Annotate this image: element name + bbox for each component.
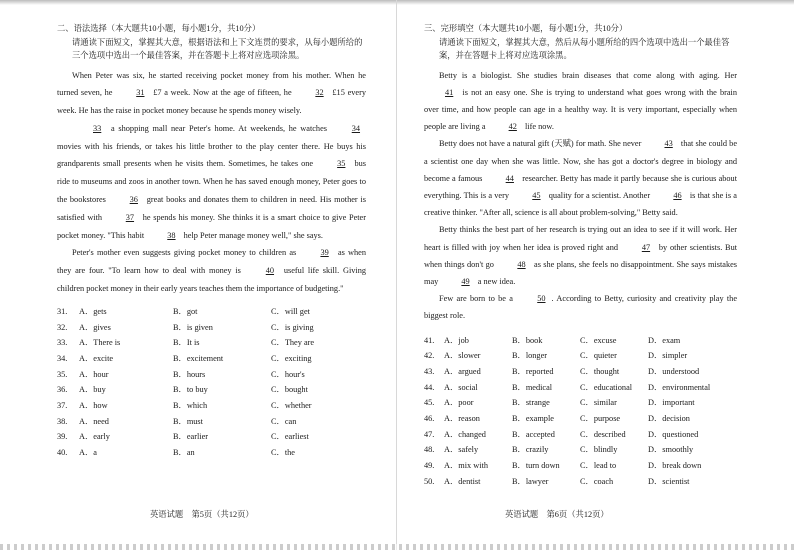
page-footer: 英语试题 第5页（共12页） — [150, 510, 254, 519]
blank-41: 41 — [445, 87, 454, 97]
blank-39: 39 — [320, 248, 329, 258]
blank-47: 47 — [641, 242, 651, 252]
option-row-43: 43. A．argued B．reported C．thought D．understood — [424, 366, 700, 376]
option-row-42: 42. A．slower B．longer C．quieter D．simpler — [424, 351, 688, 361]
passage-paragraph: Betty is a biologist. She studies brain diseases that come along with aging. Her 41 is not an easy one. She is trying to understand what goes wrong with the brain over time, and how people can age in a healthy way. It is very important, especially when people are living a 42 life now. — [424, 67, 737, 136]
grammar-section — [57, 22, 366, 461]
blank-31: 31 — [136, 88, 145, 98]
blank-46: 46 — [673, 190, 682, 200]
option-row-47: 47. A．changed B．accepted C．described D．questioned — [424, 429, 699, 439]
option-row-37: 37. A．how B．which C．whether — [57, 400, 312, 410]
option-row-49: 49. A．mix with B．turn down C．lead to D．break down — [424, 461, 702, 471]
blank-33: 33 — [93, 123, 102, 133]
option-row-35: 35. A．hour B．hours C．hour's — [57, 369, 305, 379]
passage-paragraph: 33 a shopping mall near Peter's home. At weekends, he watches 34 movies with his friends, or takes his little brother to the play center there. He buys his grandparents small presents when he visits them. Sometimes, he takes one 35 bus ride to museums and zoos in another town. When he has saved enough money, Peter goes to the bookstores 36 great books and donates them to children in need. His mother is satisfied with 37 he spends his money. She thinks it is a smart choice to give Peter pocket money. "This habit 38 help Peter manage money well," she says. — [57, 120, 366, 245]
section-title: 三、完形填空（本大题共10小题，每小题1分，共10分） — [424, 24, 628, 33]
blank-42: 42 — [508, 122, 517, 132]
passage-paragraph: Few are born to be a 50 . According to Betty, curiosity and creativity play the biggest role. — [424, 290, 737, 324]
blank-43: 43 — [664, 139, 673, 149]
option-row-41: 41. A．job B．book C．excuse D．exam — [424, 335, 681, 345]
option-row-31: 31. A．gets B．got C．will get — [57, 306, 310, 316]
option-row-34: 34. A．excite B．excitement C．exciting — [57, 353, 312, 363]
section-title: 二、语法选择（本大题共10小题，每小题1分，共10分） — [57, 24, 261, 33]
option-row-38: 38. A．need B．must C．can — [57, 416, 297, 426]
page-footer: 英语试题 第6页（共12页） — [505, 510, 609, 519]
scan-bottom-edge — [0, 544, 794, 550]
blank-37: 37 — [125, 212, 135, 222]
blank-40: 40 — [265, 266, 275, 276]
passage-paragraph: Peter's mother even suggests giving pocket money to children as 39 as when they are four. "To learn how to deal with money is 40 useful life skill. Giving children pocket money in their early years teaches them the importance of budgeting." — [57, 244, 366, 297]
option-row-44: 44. A．social B．medical C．educational D．environmental — [424, 382, 711, 392]
option-row-50: 50. A．dentist B．lawyer C．coach D．scientist — [424, 476, 690, 486]
option-row-46: 46. A．reason B．example C．purpose D．decision — [424, 413, 690, 423]
blank-50: 50 — [537, 294, 546, 304]
blank-32: 32 — [315, 88, 324, 98]
blank-38: 38 — [167, 230, 176, 240]
section-directions: 请通读下面短文，掌握其大意，根据语法和上下文连贯的要求，从每小题所给的三个选项中选出一个最佳答案，并在答题卡上将对应选项涂黑。 — [72, 37, 363, 60]
blank-35: 35 — [337, 159, 346, 169]
blank-36: 36 — [129, 195, 138, 205]
blank-48: 48 — [517, 259, 526, 269]
passage-paragraph: Betty does not have a natural gift (天赋) for math. She never 43 that she could be a scientist one day when she was little. Now, she has got a doctor's degree in biology and become a famous 44 researcher. Betty has made it partly because she is curious about everything. This is a very 45 quality for a scientist. Another 46 is that she is a creative thinker. "After all, science is all about problem-solving," Betty said. — [424, 135, 737, 221]
blank-49: 49 — [461, 276, 470, 286]
option-row-39: 39. A．early B．earlier C．earliest — [57, 432, 309, 442]
right-page — [397, 0, 794, 550]
blank-44: 44 — [505, 173, 514, 183]
option-row-32: 32. A．gives B．is given C．is giving — [57, 322, 314, 332]
section-directions: 请通读下面短文，掌握其大意，然后从每小题所给的四个选项中选出一个最佳答案，并在答题卡上将对应选项涂黑。 — [439, 37, 730, 60]
answer-options — [57, 304, 366, 461]
answer-options — [424, 333, 737, 490]
option-row-48: 48. A．safely B．crazily C．blindly D．smoothly — [424, 445, 694, 455]
option-row-45: 45. A．poor B．strange C．similar D．important — [424, 398, 695, 408]
blank-34: 34 — [351, 123, 361, 133]
blank-45: 45 — [532, 190, 541, 200]
option-row-33: 33. A．There is B．It is C．They are — [57, 338, 315, 348]
passage-paragraph: When Peter was six, he started receiving pocket money from his mother. When he turned seven, he 31 £7 a week. Now at the age of fifteen, he 32 £15 every week. He has the raise in pocket money because he spends money wisely. — [57, 70, 366, 116]
cloze-section — [424, 22, 737, 489]
option-row-36: 36. A．buy B．to buy C．bought — [57, 385, 308, 395]
option-row-40: 40. A．a B．an C．the — [57, 448, 295, 458]
passage-paragraph: Betty thinks the best part of her research is trying out an idea to see if it will work. Her heart is filled with joy when her idea is proved right and 47 by other scientists. But when things don't go 48 as she plans, she feels no disappointment. She says mistakes may 49 a new idea. — [424, 221, 737, 290]
